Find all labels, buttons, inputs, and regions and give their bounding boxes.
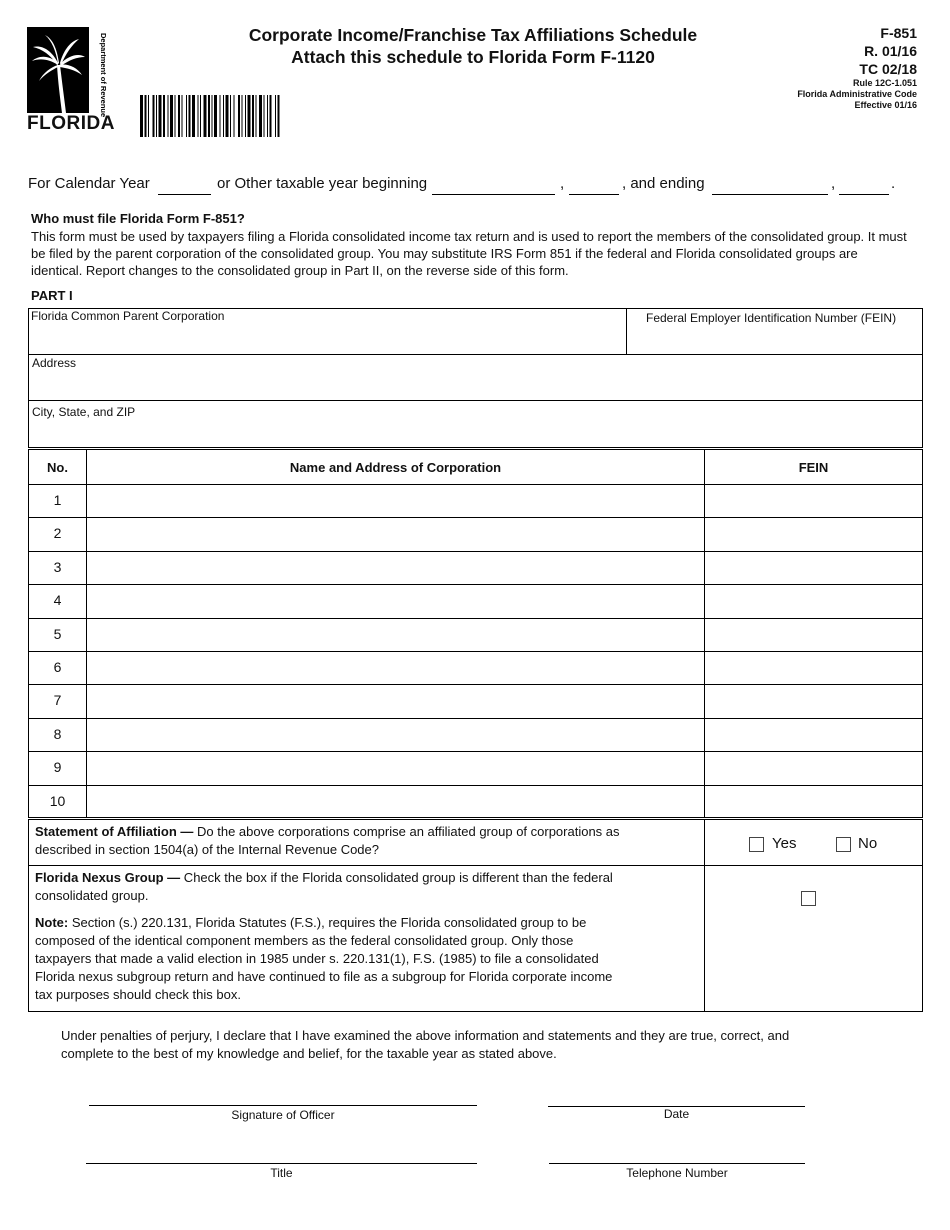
telephone-field[interactable] (549, 1163, 805, 1164)
corporation-name-address-field[interactable] (87, 485, 704, 516)
nexus-heading: Florida Nexus Group — (35, 870, 181, 885)
corporation-fein-field[interactable] (705, 585, 922, 616)
parent-corp-field[interactable] (29, 324, 625, 354)
period: . (891, 175, 896, 192)
affiliation-yes-label: Yes (772, 835, 797, 852)
row-number: 5 (53, 626, 62, 642)
corporation-name-address-field[interactable] (87, 552, 704, 583)
fein-label: Federal Employer Identification Number (FEIN) (646, 311, 897, 325)
row-number: 10 (49, 793, 66, 809)
row-number: 4 (53, 592, 62, 608)
corporation-fein-field[interactable] (705, 685, 922, 716)
corporation-fein-field[interactable] (705, 552, 922, 583)
nexus-note-line-2: composed of the identical component members as the federal consolidated group. Only those (35, 933, 574, 948)
row-number: 7 (53, 692, 62, 708)
form-effective: Effective 01/16 (854, 100, 917, 110)
parent-fein-field[interactable] (627, 328, 922, 354)
city-state-zip-label: City, State, and ZIP (32, 405, 136, 419)
logo-side-text: Department of Revenue (99, 33, 108, 118)
comma-separator: , (831, 175, 836, 192)
affiliation-heading: Statement of Affiliation — (35, 824, 194, 839)
nexus-text-1: Check the box if the Florida consolidated group is different than the federal (180, 870, 613, 885)
corporation-fein-field[interactable] (705, 652, 922, 683)
corporation-fein-field[interactable] (705, 619, 922, 650)
corporation-name-address-field[interactable] (87, 585, 704, 616)
telephone-label: Telephone Number (626, 1166, 728, 1180)
row-number: 3 (53, 559, 62, 575)
corporation-fein-field[interactable] (705, 786, 922, 817)
affiliation-text-1: Do the above corporations comprise an affiliated group of corporations as (193, 824, 620, 839)
comma-separator: , (560, 175, 565, 192)
nexus-note-line-4: Florida nexus subgroup return and have continued to file as a subgroup for Florida corporate income (35, 969, 613, 984)
parent-corp-label: Florida Common Parent Corporation (31, 309, 225, 323)
declaration-line-2: complete to the best of my knowledge and belief, for the taxable year as stated above. (61, 1046, 557, 1061)
form-tc: TC 02/18 (859, 61, 917, 77)
col-header-no: No. (47, 460, 68, 475)
title-label: Title (270, 1166, 293, 1180)
nexus-note-line-5: tax purposes should check this box. (35, 987, 241, 1002)
logo-wordmark: FLORIDA (27, 113, 115, 134)
nexus-note (35, 914, 700, 1004)
address-field[interactable] (29, 371, 922, 400)
form-rule: Rule 12C-1.051 (852, 78, 917, 88)
row-number: 1 (53, 492, 62, 508)
begin-date-field[interactable] (432, 194, 555, 195)
corporation-fein-field[interactable] (705, 485, 922, 516)
city-state-zip-field[interactable] (29, 420, 922, 447)
row-number: 6 (53, 659, 62, 675)
affiliation-no-label: No (858, 835, 878, 852)
row-number: 9 (53, 759, 62, 775)
corporation-name-address-field[interactable] (87, 719, 704, 750)
corporation-fein-field[interactable] (705, 719, 922, 750)
nexus-statement (35, 869, 700, 905)
row-number: 2 (53, 525, 62, 541)
nexus-note-heading: Note: (35, 915, 69, 930)
nexus-text-2: consolidated group. (35, 888, 149, 903)
form-title: Corporate Income/Franchise Tax Affiliations Schedule (248, 25, 698, 45)
row-number: 8 (53, 726, 62, 742)
corporation-name-address-field[interactable] (87, 685, 704, 716)
calendar-year-label: For Calendar Year (28, 175, 150, 192)
form-number: F-851 (880, 25, 917, 41)
affiliation-text-2: described in section 1504(a) of the Internal Revenue Code? (35, 842, 379, 857)
who-must-file-heading: Who must file Florida Form F-851? (31, 211, 245, 226)
other-year-label: or Other taxable year beginning (217, 175, 428, 192)
nexus-group-checkbox[interactable] (801, 891, 816, 906)
ending-label: , and ending (622, 175, 705, 192)
corporation-name-address-field[interactable] (87, 786, 704, 817)
form-reference-block (797, 24, 917, 111)
affiliation-yes-checkbox[interactable] (749, 837, 764, 852)
title-field[interactable] (86, 1163, 477, 1164)
affiliation-no-checkbox[interactable] (836, 837, 851, 852)
form-subtitle: Attach this schedule to Florida Form F-1120 (291, 47, 655, 67)
date-label: Date (663, 1107, 690, 1121)
corporation-name-address-field[interactable] (87, 752, 704, 783)
nexus-note-line-3: taxpayers that made a valid election in 1985 under s. 220.131(1), F.S. (1985) to file a consolidated (35, 951, 599, 966)
who-must-file-text: This form must be used by taxpayers filing a Florida consolidated income tax return and is used to report the members of the consolidated group. It must be filed by the parent corporation of the consolidated group. You may substitute IRS Form 851 if the federal and Florida consolidated groups are identical. Report changes to the consolidated group in Part II, on the reverse side of this form. (31, 229, 907, 278)
part-1-label: PART I (31, 288, 73, 303)
begin-year-field[interactable] (569, 194, 619, 195)
corporation-name-address-field[interactable] (87, 518, 704, 549)
end-date-field[interactable] (712, 194, 828, 195)
nexus-note-line-1: Section (s.) 220.131, Florida Statutes (F.S.), requires the Florida consolidated group to be (68, 915, 587, 930)
end-year-field[interactable] (839, 194, 889, 195)
signature-field[interactable] (89, 1105, 477, 1106)
address-label: Address (32, 356, 77, 370)
form-admin-code: Florida Administrative Code (797, 89, 917, 99)
barcode (140, 95, 368, 137)
corporation-fein-field[interactable] (705, 518, 922, 549)
corporation-fein-field[interactable] (705, 752, 922, 783)
col-header-fein: FEIN (798, 460, 829, 475)
form-revision: R. 01/16 (864, 43, 917, 59)
declaration-line-1: Under penalties of perjury, I declare that I have examined the above information and statements and they are true, correct, and (61, 1028, 790, 1043)
affiliation-statement (35, 823, 700, 859)
corporation-name-address-field[interactable] (87, 619, 704, 650)
calendar-year-field[interactable] (158, 194, 211, 195)
col-header-name: Name and Address of Corporation (289, 460, 502, 475)
corporation-name-address-field[interactable] (87, 652, 704, 683)
signature-label: Signature of Officer (231, 1108, 335, 1122)
perjury-declaration (61, 1027, 921, 1063)
